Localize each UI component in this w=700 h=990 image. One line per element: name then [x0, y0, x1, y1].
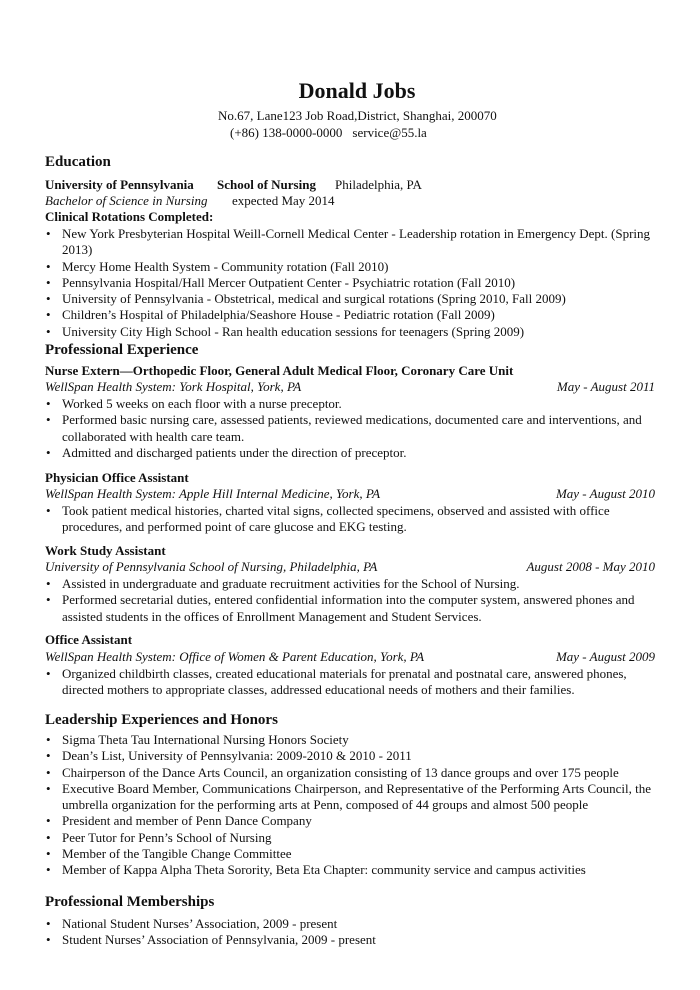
list-item: • Performed secretarial duties, entered confidential information into the computer system, answered phones and assisted students in the offices of Enrollment Management and Student Services.	[45, 592, 665, 625]
school-location: Philadelphia, PA	[335, 177, 422, 192]
degree: Bachelor of Science in Nursing	[45, 193, 208, 208]
section-title-memberships: Professional Memberships	[45, 894, 215, 910]
list-item: • Executive Board Member, Communications Chairperson, and Representative of the Performing Arts Council, the umbrella organization for the performing arts at Penn, composed of 44 groups and almost 500 people	[45, 781, 665, 814]
job-bullets	[45, 503, 665, 536]
list-item: • Member of Kappa Alpha Theta Sorority, Beta Eta Chapter: community service and campus activities	[45, 862, 665, 878]
list-item: • Pennsylvania Hospital/Hall Mercer Outpatient Center - Psychiatric rotation (Fall 2010)	[45, 275, 665, 291]
job-title: Work Study Assistant	[45, 543, 166, 558]
contact-line	[230, 125, 427, 141]
job-organization: WellSpan Health System: York Hospital, York, PA	[45, 379, 302, 394]
memberships-list	[45, 916, 665, 949]
job-dates: May - August 2010	[555, 486, 655, 501]
phone: (+86) 138-0000-0000	[230, 125, 343, 140]
list-item: • Assisted in undergraduate and graduate recruitment activities for the School of Nursing.	[45, 576, 665, 592]
list-item: • Mercy Home Health System - Community rotation (Fall 2010)	[45, 259, 665, 275]
list-item: • Took patient medical histories, charted vital signs, collected specimens, observed and assisted with office procedures, and performed point of care glucose and EKG testing.	[45, 503, 665, 536]
job-title: Office Assistant	[45, 632, 133, 647]
address: No.67, Lane123 Job Road,District, Shanghai, 200070	[218, 108, 497, 123]
job-dates: May - August 2009	[555, 649, 655, 664]
list-item: • Chairperson of the Dance Arts Council, an organization consisting of 13 dance groups and over 175 people	[45, 765, 665, 781]
list-item: • Dean’s List, University of Pennsylvania: 2009-2010 & 2010 - 2011	[45, 748, 665, 764]
resume-header	[0, 78, 700, 140]
rotations-list	[45, 226, 665, 340]
list-item: • Student Nurses’ Association of Pennsylvania, 2009 - present	[45, 932, 665, 948]
list-item: • Performed basic nursing care, assessed patients, reviewed medications, documented care and interventions, and collaborated with health care team.	[45, 412, 665, 445]
job-organization: WellSpan Health System: Apple Hill Internal Medicine, York, PA	[45, 486, 381, 501]
list-item: • Worked 5 weeks on each floor with a nurse preceptor.	[45, 396, 665, 412]
job-dates: August 2008 - May 2010	[526, 559, 655, 574]
job-dates: May - August 2011	[556, 379, 655, 394]
list-item: • Organized childbirth classes, created educational materials for prenatal and postnatal care, answered phones, directed mothers to appropriate classes, addressed educational needs of mothers and their families.	[45, 666, 665, 699]
expected-graduation: expected May 2014	[232, 193, 335, 208]
job-bullets	[45, 396, 665, 461]
job-organization: WellSpan Health System: Office of Women & Parent Education, York, PA	[45, 649, 425, 664]
list-item: • National Student Nurses’ Association, 2009 - present	[45, 916, 665, 932]
list-item: • University City High School - Ran health education sessions for teenagers (Spring 2009)	[45, 324, 665, 340]
email: service@55.la	[352, 125, 427, 140]
school-name: School of Nursing	[217, 177, 316, 192]
list-item: • Peer Tutor for Penn’s School of Nursing	[45, 830, 665, 846]
section-title-education: Education	[45, 154, 111, 170]
list-item: • New York Presbyterian Hospital Weill-Cornell Medical Center - Leadership rotation in Emergency Dept. (Spring 2013)	[45, 226, 665, 259]
candidate-name: Donald Jobs	[298, 78, 416, 103]
rotations-title: Clinical Rotations Completed:	[45, 209, 214, 224]
job-title: Physician Office Assistant	[45, 470, 189, 485]
list-item: • Member of the Tangible Change Committee	[45, 846, 665, 862]
job-bullets	[45, 576, 665, 625]
job-organization: University of Pennsylvania School of Nursing, Philadelphia, PA	[45, 559, 378, 574]
leadership-list	[45, 732, 665, 879]
section-title-experience: Professional Experience	[45, 342, 199, 358]
list-item: • President and member of Penn Dance Company	[45, 813, 665, 829]
list-item: • Admitted and discharged patients under the direction of preceptor.	[45, 445, 665, 461]
list-item: • Children’s Hospital of Philadelphia/Seashore House - Pediatric rotation (Fall 2009)	[45, 307, 665, 323]
list-item: • Sigma Theta Tau International Nursing Honors Society	[45, 732, 665, 748]
job-bullets	[45, 666, 665, 699]
list-item: • University of Pennsylvania - Obstetrical, medical and surgical rotations (Spring 2010, Fall 2009)	[45, 291, 665, 307]
job-title: Nurse Extern—Orthopedic Floor, General Adult Medical Floor, Coronary Care Unit	[45, 363, 514, 378]
section-title-leadership: Leadership Experiences and Honors	[45, 712, 278, 728]
university-name: University of Pennsylvania	[45, 177, 194, 192]
